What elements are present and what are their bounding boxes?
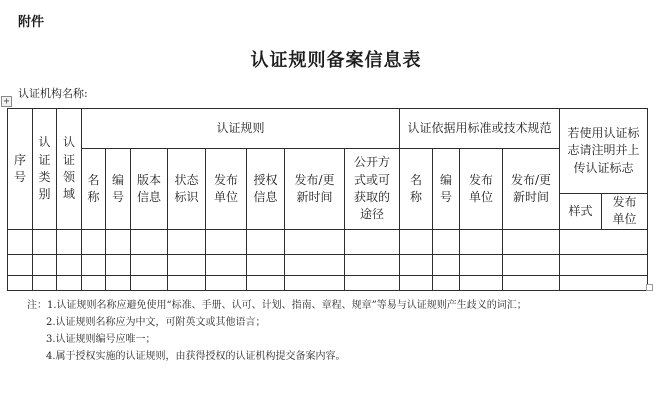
col-header-std-name: 名称 [400, 149, 433, 230]
empty-cell[interactable] [460, 254, 503, 275]
empty-cell[interactable] [168, 229, 206, 254]
notes-section [27, 297, 667, 365]
col-header-cert-category: 认证类别 [33, 109, 57, 230]
col-header-rule-issuer: 发布单位 [206, 149, 247, 230]
note-line [27, 297, 667, 314]
empty-cell[interactable] [206, 229, 247, 254]
table-resize-handle-icon[interactable] [646, 284, 653, 291]
col-header-mark-issuer: 发布单位 [602, 194, 648, 230]
note-prefix: 注： [27, 300, 47, 311]
col-header-rule-update-time: 发布/更新时间 [285, 149, 345, 230]
empty-cell[interactable] [106, 275, 131, 290]
col-header-rule-name: 名称 [82, 149, 106, 230]
col-header-rule-version: 版本信息 [131, 149, 168, 230]
empty-cell[interactable] [400, 275, 433, 290]
page-title: 认证规则备案信息表 [250, 50, 422, 71]
empty-cell[interactable] [57, 229, 82, 254]
empty-cell[interactable] [400, 229, 433, 254]
empty-cell-merged[interactable] [560, 275, 648, 290]
empty-cell[interactable] [33, 254, 57, 275]
empty-cell[interactable] [247, 254, 285, 275]
col-header-rule-authorization: 授权信息 [247, 149, 285, 230]
empty-cell[interactable] [168, 275, 206, 290]
table-move-handle-icon[interactable]: + [1, 96, 12, 107]
empty-cell[interactable] [8, 275, 33, 290]
empty-cell[interactable] [285, 254, 345, 275]
table-row [8, 254, 648, 275]
empty-cell[interactable] [33, 275, 57, 290]
note-item: 1.认证规则名称应避免使用“标准、手册、认可、计划、指南、章程、规章”等易与认证规则产生歧义的词汇； [47, 300, 527, 311]
col-header-rule-public-access: 公开方式或可获取的途径 [345, 149, 400, 230]
col-header-cert-field: 认证领域 [57, 109, 82, 230]
empty-cell[interactable] [82, 254, 106, 275]
col-header-rule-number: 编号 [106, 149, 131, 230]
filing-table [7, 108, 648, 291]
empty-cell[interactable] [82, 275, 106, 290]
empty-cell[interactable] [106, 254, 131, 275]
empty-cell[interactable] [206, 254, 247, 275]
empty-cell[interactable] [247, 275, 285, 290]
empty-cell[interactable] [82, 229, 106, 254]
col-header-mark-style: 样式 [560, 194, 602, 230]
org-name-label: 认证机构名称: [18, 87, 88, 100]
empty-cell[interactable] [433, 254, 460, 275]
empty-cell[interactable] [433, 229, 460, 254]
attachment-label: 附件 [18, 15, 45, 30]
empty-cell[interactable] [106, 229, 131, 254]
empty-cell[interactable] [285, 229, 345, 254]
empty-cell[interactable] [285, 275, 345, 290]
empty-cell[interactable] [345, 229, 400, 254]
empty-cell[interactable] [131, 229, 168, 254]
col-header-std-number: 编号 [433, 149, 460, 230]
empty-cell[interactable] [460, 229, 503, 254]
empty-cell[interactable] [345, 275, 400, 290]
empty-cell[interactable] [400, 254, 433, 275]
empty-cell[interactable] [131, 254, 168, 275]
empty-cell[interactable] [33, 229, 57, 254]
col-header-rule-status: 状态标识 [168, 149, 206, 230]
table-row [8, 229, 648, 254]
empty-cell[interactable] [206, 275, 247, 290]
col-header-std-update-time: 发布/更新时间 [503, 149, 560, 230]
empty-cell[interactable] [345, 254, 400, 275]
note-line: 3.认证规则编号应唯一； [46, 334, 156, 345]
table-row [8, 275, 648, 290]
empty-cell[interactable] [460, 275, 503, 290]
col-header-std-issuer: 发布单位 [460, 149, 503, 230]
note-line: 2.认证规则名称应为中文，可附英文或其他语言； [46, 317, 266, 328]
empty-cell[interactable] [433, 275, 460, 290]
empty-cell[interactable] [131, 275, 168, 290]
empty-cell-merged[interactable] [560, 254, 648, 275]
empty-cell[interactable] [57, 275, 82, 290]
note-line: 4.属于授权实施的认证规则，由获得授权的认证机构提交备案内容。 [46, 351, 346, 362]
empty-cell[interactable] [57, 254, 82, 275]
empty-cell[interactable] [503, 275, 560, 290]
empty-cell[interactable] [8, 229, 33, 254]
group-header-cert-rules: 认证规则 [82, 109, 400, 149]
empty-cell[interactable] [8, 254, 33, 275]
group-header-standards: 认证依据用标准或技术规范 [400, 109, 560, 149]
empty-cell[interactable] [503, 229, 560, 254]
empty-cell[interactable] [168, 254, 206, 275]
group-header-cert-mark: 若使用认证标志请注明并上传认证标志 [560, 109, 648, 194]
empty-cell[interactable] [503, 254, 560, 275]
empty-cell[interactable] [247, 229, 285, 254]
empty-cell-merged[interactable] [560, 229, 648, 254]
col-header-serial-number: 序号 [8, 109, 33, 230]
